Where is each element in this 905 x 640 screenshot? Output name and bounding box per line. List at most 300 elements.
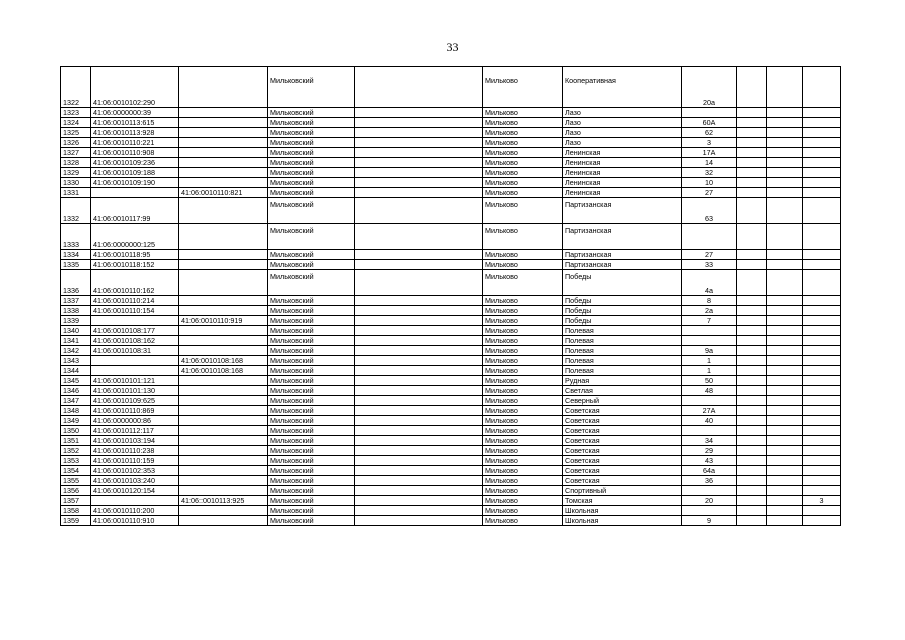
- cell-house: 1: [682, 356, 737, 366]
- cell-empty: [767, 426, 803, 436]
- cell-district: Мильковский: [268, 198, 355, 224]
- cell-parent-cadastral-number: [179, 476, 268, 486]
- cell-empty: [767, 436, 803, 446]
- cell-district: Мильковский: [268, 346, 355, 356]
- cell-extra: [803, 250, 841, 260]
- cell-house: [682, 224, 737, 250]
- cell-street: Победы: [563, 270, 682, 296]
- cell-extra: [803, 270, 841, 296]
- cell-parent-cadastral-number: [179, 128, 268, 138]
- cell-parent-cadastral-number: [179, 436, 268, 446]
- cell-cadastral-number: [91, 188, 179, 198]
- cell-number: 1359: [61, 516, 91, 526]
- cell-cadastral-number: 41:06:0010112:117: [91, 426, 179, 436]
- table-row: [61, 426, 841, 436]
- cell-district: Мильковский: [268, 466, 355, 476]
- cell-empty: [737, 436, 767, 446]
- table-row: [61, 466, 841, 476]
- cell-district: Мильковский: [268, 158, 355, 168]
- cell-empty: [355, 376, 483, 386]
- cell-parent-cadastral-number: [179, 506, 268, 516]
- cell-number: 1344: [61, 366, 91, 376]
- cell-house: 3: [682, 138, 737, 148]
- cell-cadastral-number: [91, 496, 179, 506]
- cell-extra: [803, 386, 841, 396]
- cell-parent-cadastral-number: [179, 178, 268, 188]
- cell-street: Советская: [563, 456, 682, 466]
- cell-street: Победы: [563, 316, 682, 326]
- cell-extra: [803, 516, 841, 526]
- cell-empty: [767, 386, 803, 396]
- cell-empty: [767, 148, 803, 158]
- cell-empty: [767, 224, 803, 250]
- cell-extra: [803, 356, 841, 366]
- cell-number: 1355: [61, 476, 91, 486]
- cell-house: [682, 326, 737, 336]
- cell-parent-cadastral-number: [179, 446, 268, 456]
- cell-empty: [737, 446, 767, 456]
- cell-empty: [355, 466, 483, 476]
- cell-empty: [355, 336, 483, 346]
- cell-extra: [803, 336, 841, 346]
- cell-street: Светлая: [563, 386, 682, 396]
- cell-parent-cadastral-number: [179, 376, 268, 386]
- cell-empty: [355, 346, 483, 356]
- cell-cadastral-number: 41:06:0010110:238: [91, 446, 179, 456]
- cell-cadastral-number: 41:06:0010103:240: [91, 476, 179, 486]
- cell-district: Мильковский: [268, 260, 355, 270]
- cell-locality: Мильково: [483, 198, 563, 224]
- cell-number: 1324: [61, 118, 91, 128]
- cell-extra: [803, 506, 841, 516]
- cell-extra: [803, 376, 841, 386]
- cell-cadastral-number: 41:06:0010102:353: [91, 466, 179, 476]
- cell-house: 8: [682, 296, 737, 306]
- cell-cadastral-number: 41:06:0010101:130: [91, 386, 179, 396]
- cell-extra: [803, 198, 841, 224]
- cell-empty: [355, 178, 483, 188]
- cell-street: Лазо: [563, 118, 682, 128]
- table-row: [61, 118, 841, 128]
- cell-parent-cadastral-number: [179, 118, 268, 128]
- cell-empty: [767, 316, 803, 326]
- cell-empty: [767, 406, 803, 416]
- cell-empty: [355, 476, 483, 486]
- table-row: [61, 356, 841, 366]
- cell-district: Мильковский: [268, 178, 355, 188]
- cell-street: Советская: [563, 466, 682, 476]
- cell-extra: [803, 108, 841, 118]
- cell-street: Кооперативная: [563, 67, 682, 108]
- table-row: [61, 506, 841, 516]
- cell-locality: Мильково: [483, 366, 563, 376]
- cell-house: 2а: [682, 306, 737, 316]
- cell-street: Школьная: [563, 506, 682, 516]
- cell-extra: [803, 406, 841, 416]
- table-row: [61, 516, 841, 526]
- page-number: 33: [446, 40, 459, 54]
- cell-house: 43: [682, 456, 737, 466]
- cell-district: Мильковский: [268, 516, 355, 526]
- cell-number: 1352: [61, 446, 91, 456]
- cell-empty: [737, 376, 767, 386]
- cell-empty: [767, 446, 803, 456]
- cell-street: Северный: [563, 396, 682, 406]
- cell-street: Лазо: [563, 108, 682, 118]
- cell-street: Лазо: [563, 138, 682, 148]
- cell-locality: Мильково: [483, 386, 563, 396]
- cell-empty: [737, 316, 767, 326]
- cell-locality: Мильково: [483, 158, 563, 168]
- cell-street: Полевая: [563, 366, 682, 376]
- cell-number: 1356: [61, 486, 91, 496]
- cell-empty: [737, 356, 767, 366]
- cell-locality: Мильково: [483, 224, 563, 250]
- cell-parent-cadastral-number: [179, 466, 268, 476]
- cell-district: Мильковский: [268, 376, 355, 386]
- cell-district: Мильковский: [268, 476, 355, 486]
- cell-locality: Мильково: [483, 396, 563, 406]
- cell-empty: [767, 476, 803, 486]
- cell-empty: [767, 496, 803, 506]
- cell-house: 62: [682, 128, 737, 138]
- cell-number: 1322: [61, 67, 91, 108]
- cell-district: Мильковский: [268, 386, 355, 396]
- cell-cadastral-number: 41:06:0010109:190: [91, 178, 179, 188]
- cell-cadastral-number: 41:06:0010109:625: [91, 396, 179, 406]
- cell-number: 1346: [61, 386, 91, 396]
- cell-empty: [355, 396, 483, 406]
- cell-empty: [767, 506, 803, 516]
- cell-empty: [737, 224, 767, 250]
- cell-street: Полевая: [563, 326, 682, 336]
- table-row: [61, 128, 841, 138]
- table-row: [61, 436, 841, 446]
- cell-empty: [355, 250, 483, 260]
- cell-extra: [803, 67, 841, 108]
- address-registry-table: [60, 66, 841, 526]
- cell-house: 27: [682, 250, 737, 260]
- cell-house: [682, 396, 737, 406]
- cell-street: Рудная: [563, 376, 682, 386]
- cell-empty: [737, 426, 767, 436]
- cell-parent-cadastral-number: [179, 296, 268, 306]
- cell-cadastral-number: [91, 316, 179, 326]
- cell-parent-cadastral-number: [179, 346, 268, 356]
- cell-locality: Мильково: [483, 376, 563, 386]
- cell-extra: [803, 148, 841, 158]
- cell-empty: [355, 198, 483, 224]
- cell-parent-cadastral-number: [179, 426, 268, 436]
- table-row: [61, 366, 841, 376]
- cell-number: 1342: [61, 346, 91, 356]
- cell-parent-cadastral-number: [179, 148, 268, 158]
- cell-cadastral-number: 41:06:0010113:615: [91, 118, 179, 128]
- table-row: [61, 178, 841, 188]
- cell-district: Мильковский: [268, 250, 355, 260]
- cell-empty: [767, 346, 803, 356]
- cell-number: 1347: [61, 396, 91, 406]
- cell-locality: Мильково: [483, 406, 563, 416]
- cell-extra: 3: [803, 496, 841, 506]
- cell-locality: Мильково: [483, 416, 563, 426]
- cell-parent-cadastral-number: 41:06:0010110:919: [179, 316, 268, 326]
- cell-empty: [737, 396, 767, 406]
- cell-parent-cadastral-number: 41:06:0010108:168: [179, 366, 268, 376]
- cell-house: 14: [682, 158, 737, 168]
- cell-empty: [767, 108, 803, 118]
- cell-number: 1340: [61, 326, 91, 336]
- cell-locality: Мильково: [483, 446, 563, 456]
- cell-extra: [803, 396, 841, 406]
- cell-street: Советская: [563, 426, 682, 436]
- cell-parent-cadastral-number: [179, 516, 268, 526]
- cell-number: 1334: [61, 250, 91, 260]
- cell-locality: Мильково: [483, 148, 563, 158]
- table-row: [61, 386, 841, 396]
- cell-empty: [737, 128, 767, 138]
- table-row: [61, 376, 841, 386]
- table-row: [61, 476, 841, 486]
- cell-locality: Мильково: [483, 506, 563, 516]
- cell-parent-cadastral-number: [179, 168, 268, 178]
- cell-empty: [767, 270, 803, 296]
- cell-street: Партизанская: [563, 260, 682, 270]
- cell-empty: [355, 108, 483, 118]
- cell-district: Мильковский: [268, 506, 355, 516]
- table-row: [61, 486, 841, 496]
- cell-number: 1343: [61, 356, 91, 366]
- table-row: [61, 188, 841, 198]
- cell-locality: Мильково: [483, 486, 563, 496]
- cell-parent-cadastral-number: [179, 138, 268, 148]
- cell-empty: [737, 496, 767, 506]
- table-row: [61, 198, 841, 224]
- cell-number: 1330: [61, 178, 91, 188]
- cell-number: 1350: [61, 426, 91, 436]
- cell-empty: [737, 326, 767, 336]
- cell-district: Мильковский: [268, 224, 355, 250]
- cell-empty: [767, 296, 803, 306]
- cell-extra: [803, 224, 841, 250]
- cell-house: 27А: [682, 406, 737, 416]
- cell-cadastral-number: 41:06:0000000:125: [91, 224, 179, 250]
- cell-house: 9а: [682, 346, 737, 356]
- cell-extra: [803, 466, 841, 476]
- cell-empty: [737, 346, 767, 356]
- cell-empty: [767, 456, 803, 466]
- cell-cadastral-number: 41:06:0010110:154: [91, 306, 179, 316]
- table-row: [61, 306, 841, 316]
- cell-district: Мильковский: [268, 356, 355, 366]
- cell-empty: [355, 326, 483, 336]
- cell-extra: [803, 326, 841, 336]
- cell-locality: Мильково: [483, 476, 563, 486]
- cell-street: Победы: [563, 306, 682, 316]
- cell-locality: Мильково: [483, 426, 563, 436]
- cell-extra: [803, 476, 841, 486]
- cell-extra: [803, 416, 841, 426]
- cell-street: Школьная: [563, 516, 682, 526]
- cell-house: 9: [682, 516, 737, 526]
- cell-parent-cadastral-number: [179, 306, 268, 316]
- cell-empty: [767, 516, 803, 526]
- cell-cadastral-number: 41:06:0010110:200: [91, 506, 179, 516]
- cell-number: 1332: [61, 198, 91, 224]
- cell-extra: [803, 316, 841, 326]
- cell-empty: [355, 158, 483, 168]
- cell-cadastral-number: 41:06:0010118:152: [91, 260, 179, 270]
- cell-street: Ленинская: [563, 188, 682, 198]
- cell-empty: [737, 466, 767, 476]
- cell-locality: Мильково: [483, 67, 563, 108]
- cell-parent-cadastral-number: [179, 67, 268, 108]
- cell-street: Полевая: [563, 346, 682, 356]
- cell-extra: [803, 188, 841, 198]
- cell-locality: Мильково: [483, 138, 563, 148]
- cell-district: Мильковский: [268, 306, 355, 316]
- cell-empty: [355, 356, 483, 366]
- cell-cadastral-number: 41:06:0010113:928: [91, 128, 179, 138]
- cell-street: Ленинская: [563, 178, 682, 188]
- cell-empty: [737, 168, 767, 178]
- cell-empty: [355, 366, 483, 376]
- cell-district: Мильковский: [268, 436, 355, 446]
- cell-empty: [355, 67, 483, 108]
- cell-house: 29: [682, 446, 737, 456]
- table-row: [61, 108, 841, 118]
- cell-number: 1338: [61, 306, 91, 316]
- table-row: [61, 168, 841, 178]
- cell-locality: Мильково: [483, 296, 563, 306]
- cell-parent-cadastral-number: [179, 406, 268, 416]
- cell-number: 1353: [61, 456, 91, 466]
- cell-number: 1329: [61, 168, 91, 178]
- cell-number: 1341: [61, 336, 91, 346]
- cell-house: 27: [682, 188, 737, 198]
- cell-house: 60А: [682, 118, 737, 128]
- cell-empty: [355, 386, 483, 396]
- cell-house: 48: [682, 386, 737, 396]
- cell-street: Полевая: [563, 356, 682, 366]
- cell-number: 1348: [61, 406, 91, 416]
- cell-parent-cadastral-number: [179, 108, 268, 118]
- cell-empty: [767, 306, 803, 316]
- cell-empty: [767, 260, 803, 270]
- cell-parent-cadastral-number: [179, 198, 268, 224]
- cell-empty: [737, 486, 767, 496]
- table-row: [61, 296, 841, 306]
- cell-empty: [737, 270, 767, 296]
- cell-empty: [355, 316, 483, 326]
- table-body: [61, 67, 841, 526]
- cell-parent-cadastral-number: [179, 270, 268, 296]
- cell-empty: [767, 466, 803, 476]
- cell-parent-cadastral-number: [179, 224, 268, 250]
- cell-house: 34: [682, 436, 737, 446]
- cell-house: 40: [682, 416, 737, 426]
- cell-district: Мильковский: [268, 108, 355, 118]
- cell-empty: [767, 198, 803, 224]
- cell-empty: [737, 306, 767, 316]
- cell-extra: [803, 346, 841, 356]
- cell-street: Советская: [563, 406, 682, 416]
- cell-district: Мильковский: [268, 118, 355, 128]
- cell-empty: [737, 260, 767, 270]
- cell-number: 1331: [61, 188, 91, 198]
- cell-empty: [355, 138, 483, 148]
- cell-parent-cadastral-number: [179, 260, 268, 270]
- table-row: [61, 316, 841, 326]
- cell-empty: [355, 148, 483, 158]
- cell-district: Мильковский: [268, 416, 355, 426]
- cell-number: 1349: [61, 416, 91, 426]
- cell-street: Ленинская: [563, 158, 682, 168]
- cell-street: Лазо: [563, 128, 682, 138]
- cell-empty: [355, 436, 483, 446]
- cell-district: Мильковский: [268, 406, 355, 416]
- cell-empty: [355, 296, 483, 306]
- table-row: [61, 148, 841, 158]
- cell-number: 1351: [61, 436, 91, 446]
- cell-house: 20: [682, 496, 737, 506]
- cell-locality: Мильково: [483, 336, 563, 346]
- cell-cadastral-number: 41:06:0010108:162: [91, 336, 179, 346]
- cell-district: Мильковский: [268, 138, 355, 148]
- cell-parent-cadastral-number: 41:06:0010110:821: [179, 188, 268, 198]
- table-row: [61, 158, 841, 168]
- cell-locality: Мильково: [483, 466, 563, 476]
- cell-empty: [355, 486, 483, 496]
- cell-cadastral-number: 41:06:0010108:31: [91, 346, 179, 356]
- table-row: [61, 138, 841, 148]
- table-row: [61, 446, 841, 456]
- cell-empty: [767, 356, 803, 366]
- cell-extra: [803, 436, 841, 446]
- cell-district: Мильковский: [268, 270, 355, 296]
- cell-extra: [803, 306, 841, 316]
- cell-extra: [803, 178, 841, 188]
- cell-parent-cadastral-number: [179, 486, 268, 496]
- cell-cadastral-number: 41:06:0010103:194: [91, 436, 179, 446]
- cell-cadastral-number: 41:06:0010109:236: [91, 158, 179, 168]
- cell-house: [682, 506, 737, 516]
- cell-locality: Мильково: [483, 168, 563, 178]
- cell-empty: [767, 250, 803, 260]
- cell-house: 7: [682, 316, 737, 326]
- cell-number: 1327: [61, 148, 91, 158]
- cell-street: Ленинская: [563, 148, 682, 158]
- cell-empty: [737, 118, 767, 128]
- cell-empty: [767, 128, 803, 138]
- cell-empty: [355, 168, 483, 178]
- cell-empty: [355, 416, 483, 426]
- cell-empty: [767, 336, 803, 346]
- cell-street: Ленинская: [563, 168, 682, 178]
- cell-empty: [355, 128, 483, 138]
- cell-locality: Мильково: [483, 128, 563, 138]
- cell-house: 64а: [682, 466, 737, 476]
- cell-house: 63: [682, 198, 737, 224]
- cell-street: Советская: [563, 446, 682, 456]
- cell-empty: [737, 296, 767, 306]
- cell-cadastral-number: 41:06:0010110:869: [91, 406, 179, 416]
- cell-empty: [355, 506, 483, 516]
- cell-empty: [737, 67, 767, 108]
- cell-locality: Мильково: [483, 516, 563, 526]
- cell-parent-cadastral-number: [179, 396, 268, 406]
- cell-empty: [767, 376, 803, 386]
